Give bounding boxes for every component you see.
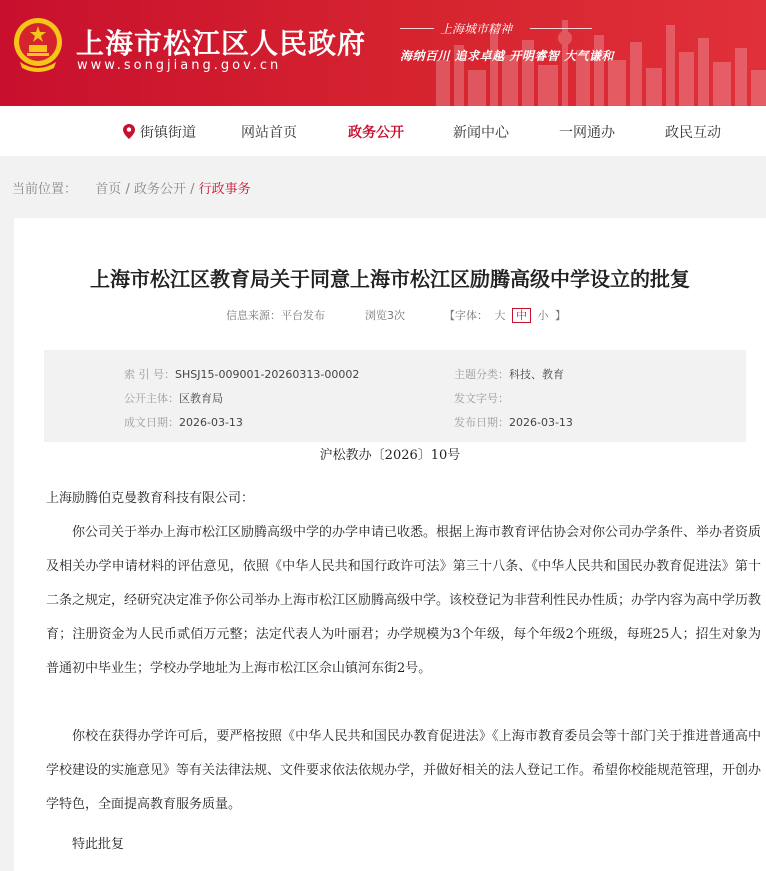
document-info-box — [44, 350, 746, 442]
info-topic-value: 科技、教育 — [509, 368, 564, 381]
article-views: 浏览3次 — [365, 309, 405, 322]
breadcrumb-administrative-affairs[interactable]: 行政事务 — [198, 182, 251, 197]
spirit-divider-left — [400, 28, 434, 29]
city-spirit-motto: 海纳百川 追求卓越 开明睿智 大气谦和 — [400, 49, 615, 63]
letter-paragraph-2: 你校在获得办学许可后，要严格按照《中华人民共和国民办教育促进法》《上海市教育委员会等十部门关于推进普通高中学校建设的实施意见》等有关法律法规、文件要求依法依规办学，并做好相关的法人登记工作。希望你校能规范管理，开创办学特色，全面提高教育服务质量。 — [46, 729, 762, 812]
breadcrumb-separator: / — [190, 182, 195, 197]
site-url: www.songjiang.gov.cn — [77, 58, 282, 73]
info-docno-label: 发文字号： — [454, 392, 509, 405]
font-size-prefix: 【字体： — [444, 309, 488, 322]
nav-item-news[interactable]: 新闻中心 — [453, 125, 509, 141]
info-index-label: 索 引 号： — [124, 368, 175, 381]
city-spirit-title: 上海城市精神 — [440, 22, 513, 36]
info-published-date — [454, 414, 573, 430]
document-number: 沪松教办〔2026〕10号 — [319, 448, 461, 463]
nav-item-government-affairs[interactable]: 政务公开 — [348, 125, 404, 141]
national-emblem-icon — [12, 14, 64, 74]
nav-item-online-services[interactable]: 一网通办 — [559, 125, 615, 141]
breadcrumb-prefix: 当前位置： — [12, 182, 78, 197]
article-panel — [14, 218, 766, 871]
site-name[interactable]: 上海市松江区人民政府 — [76, 27, 367, 60]
info-publisher-label: 公开主体： — [124, 392, 179, 405]
font-size-medium-button[interactable]: 中 — [512, 308, 531, 323]
info-published-value: 2026-03-13 — [509, 416, 573, 429]
font-size-large-button[interactable]: 大 — [494, 309, 506, 322]
source-label: 信息来源： — [226, 309, 281, 322]
font-size-suffix: 】 — [555, 309, 566, 322]
breadcrumb-government-affairs[interactable]: 政务公开 — [133, 182, 186, 197]
spirit-divider-right — [530, 28, 592, 29]
font-size-switcher — [444, 307, 566, 323]
nav-item-interaction[interactable]: 政民互动 — [665, 125, 721, 141]
info-docno — [454, 390, 509, 406]
main-nav — [0, 106, 766, 156]
info-topic — [454, 366, 564, 382]
breadcrumb-separator: / — [125, 182, 130, 197]
font-size-small-button[interactable]: 小 — [537, 309, 549, 322]
nav-item-label: 街镇街道 — [140, 125, 196, 141]
info-index-value: SHSJ15-009001-20260313-00002 — [175, 368, 360, 381]
letter-closing: 特此批复 — [72, 837, 125, 852]
location-pin-icon — [123, 124, 135, 139]
info-topic-label: 主题分类： — [454, 368, 509, 381]
info-index — [124, 366, 359, 382]
info-publisher-value: 区教育局 — [179, 392, 223, 405]
nav-item-home[interactable]: 网站首页 — [241, 125, 297, 141]
breadcrumb — [12, 178, 251, 197]
info-written-label: 成文日期： — [124, 416, 179, 429]
source-value: 平台发布 — [281, 309, 325, 322]
article-title: 上海市松江区教育局关于同意上海市松江区励腾高级中学设立的批复 — [90, 267, 690, 291]
info-written-value: 2026-03-13 — [179, 416, 243, 429]
info-written-date — [124, 414, 243, 430]
header-banner — [0, 0, 766, 106]
letter-paragraph-1: 你公司关于举办上海市松江区励腾高级中学的办学申请已收悉。根据上海市教育评估协会对你公司办学条件、举办者资质及相关办学申请材料的评估意见，依照《中华人民共和国行政许可法》第三十八条、《中华人民共和国民办教育促进法》第十二条之规定，经研究决定准予你公司举办上海市松江区励腾高级中学。该校登记为非营利性民办性质；办学内容为高中学历教育；注册资金为人民币贰佰万元整；法定代表人为叶丽君；办学规模为3个年级，每个年级2个班级，每班25人；招生对象为普通初中毕业生；学校办学地址为上海市松江区佘山镇河东街2号。 — [46, 525, 762, 676]
breadcrumb-home[interactable]: 首页 — [95, 182, 122, 197]
info-published-label: 发布日期： — [454, 416, 509, 429]
letter-salutation: 上海励腾伯克曼教育科技有限公司： — [46, 491, 255, 506]
nav-item-towns[interactable] — [123, 122, 196, 142]
info-publisher — [124, 390, 223, 406]
article-source — [226, 307, 325, 323]
